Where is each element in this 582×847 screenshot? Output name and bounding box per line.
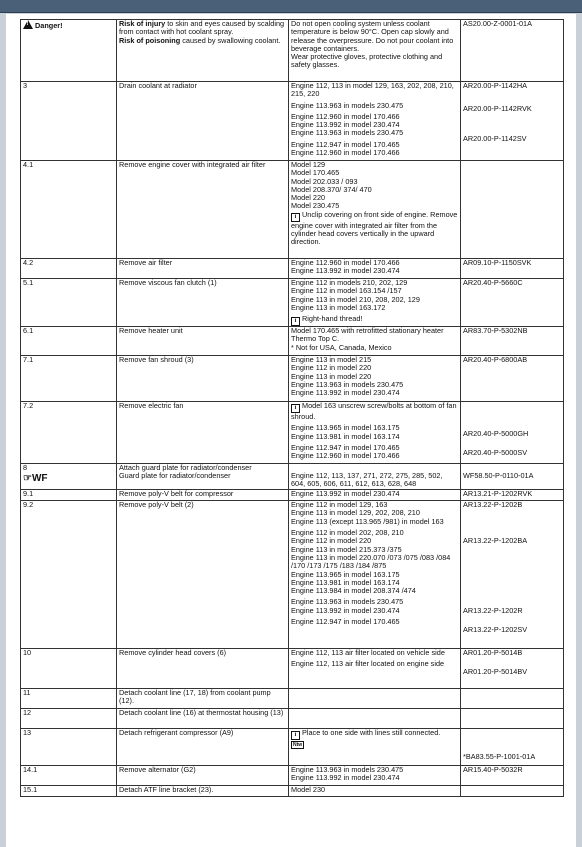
table-row — [21, 464, 564, 490]
step-cell — [21, 689, 117, 709]
action-cell — [117, 20, 289, 82]
table-row — [21, 649, 564, 689]
step-cell — [21, 402, 117, 464]
note-cell — [289, 356, 461, 402]
cell-text: Drain coolant at radiator — [119, 81, 197, 90]
cell-text: Remove poly-V belt (2) — [119, 500, 194, 510]
action-cell — [117, 490, 289, 501]
cell-text: 14.1 — [23, 765, 38, 775]
cell-text[interactable]: AR20.40-P-5000SV — [463, 448, 528, 458]
cell-text: Engine 112.960 in model 170.466 Engine 113.992 in model 230.474 — [291, 258, 400, 276]
info-icon: i — [291, 404, 300, 413]
note-cell — [289, 20, 461, 82]
ref-cell[interactable] — [461, 490, 564, 501]
cell-text: Detach refrigerant compressor (A9) — [119, 728, 234, 738]
workshop-tool-icon: ☞WF — [23, 473, 48, 485]
cell-text: Engine 112, 113 in model 129, 163, 202, 208, 210, 215, 220 — [291, 81, 454, 99]
note-cell — [289, 490, 461, 501]
cell-text[interactable]: AR13.21-P-1202RVK — [463, 489, 533, 499]
action-cell — [117, 464, 289, 490]
step-cell — [21, 327, 117, 356]
cell-text: Danger! — [35, 21, 63, 30]
ref-cell — [461, 82, 564, 161]
cell-text: 8 — [23, 463, 28, 473]
document-toolbar — [0, 0, 582, 13]
table-row — [21, 766, 564, 786]
cell-text: Engine 113 in model 215 Engine 112 in model 220 Engine 113 in model 220 Engine 113.963 in models 230.475 Engine 113.992 in model 230.474 — [291, 355, 404, 398]
cell-text: Right-hand thread! — [302, 314, 363, 324]
cell-text: Engine 113.992 in model 230.474 — [291, 489, 400, 499]
warning-icon — [23, 20, 33, 29]
note-cell — [289, 766, 461, 786]
cell-text: 9.1 — [23, 489, 34, 499]
step-cell — [21, 649, 117, 689]
note-cell — [289, 82, 461, 161]
ref-cell — [461, 501, 564, 649]
step-cell — [21, 259, 117, 279]
cell-text: to skin and eyes caused by scalding from contact with hot coolant spray. — [119, 19, 285, 37]
action-cell — [117, 689, 289, 709]
cell-text: Model 170.465 with retrofitted stationary heater Thermo Top C. * Not for USA, Canada, Mexico — [291, 326, 444, 352]
cell-text: Engine 112.947 in model 170.465 Engine 112.960 in model 170.466 — [291, 139, 400, 158]
cell-text: Engine 112 in models 210, 202, 129 Engine 112 in model 163.154 /157 Engine 113 in model 210, 208, 202, 129 Engine 113 in model 163.172 — [291, 278, 420, 312]
ref-cell[interactable] — [461, 729, 564, 766]
cell-text: Remove alternator (G2) — [119, 765, 196, 775]
cell-text: Unclip covering on front side of engine. Remove engine cover with integrated air filter from the cylinder head covers vertically in the upward direction. — [291, 209, 458, 247]
note-cell — [289, 161, 461, 259]
cell-text — [463, 93, 561, 101]
action-cell — [117, 327, 289, 356]
cell-text[interactable]: AR20.40-P-5000GH — [463, 429, 529, 439]
table-row — [21, 82, 564, 161]
cell-text: Engine 113.963 in models 230.475 — [291, 100, 404, 110]
cell-text: Remove fan shroud (3) — [119, 355, 194, 365]
action-cell — [117, 279, 289, 327]
info-icon: i — [291, 731, 300, 740]
action-cell — [117, 766, 289, 786]
note-cell — [289, 327, 461, 356]
cell-text: Engine 113.963 in models 230.475 Engine 113.992 in model 230.474 — [291, 765, 404, 783]
note-cell — [289, 729, 461, 766]
step-cell — [21, 501, 117, 649]
table-row — [21, 161, 564, 259]
cell-text: Engine 112 in model 202, 208, 210 Engine 112 in model 220 Engine 113 in model 215.373 /375 Engine 113 in model 220.070 /073 /075 /083 /084 /170 /173 /175 /183 /184 /875 Engine 113.965 in model 163.175 Engine 113.981 in model 163.174 Engine 113.984 in model 208.374 /474 — [291, 528, 451, 596]
note-cell — [289, 402, 461, 464]
cell-text[interactable]: AR15.40-P-5032R — [463, 765, 523, 775]
cell-text: Engine 112.947 in model 170.465 — [291, 617, 400, 627]
cell-text: WF — [31, 473, 48, 485]
cell-text: Engine 112, 113, 137, 271, 272, 275, 285, 502, 604, 605, 606, 611, 612, 613, 628, 648 — [291, 471, 443, 489]
action-cell — [117, 259, 289, 279]
action-cell — [117, 729, 289, 766]
table-row — [21, 490, 564, 501]
cell-text: Engine 112, 113 air filter located on vehicle side — [291, 648, 445, 658]
cell-text[interactable]: AR09.10-P-1150SVK — [463, 258, 532, 267]
step-cell — [21, 161, 117, 259]
cell-text[interactable]: AR20.40-P-5660C — [463, 278, 523, 287]
cell-text[interactable]: AR01.20-P-5014BV — [463, 667, 528, 677]
cell-text: Remove engine cover with integrated air filter — [119, 160, 266, 169]
table-row — [21, 20, 564, 82]
repair-steps-table — [20, 19, 564, 797]
cell-text[interactable]: AR13.22-P-1202BA — [463, 536, 528, 546]
cell-text: Detach coolant line (17, 18) from coolant pump (12). — [119, 688, 271, 706]
cell-text: Model 163 unscrew screw/bolts at bottom of fan shroud. — [291, 401, 457, 422]
cell-text[interactable]: AS20.00-Z-0001-01A — [463, 19, 532, 28]
table-row — [21, 709, 564, 729]
ref-cell[interactable] — [461, 464, 564, 490]
action-cell — [117, 649, 289, 689]
table-row — [21, 501, 564, 649]
cell-text: 11 — [23, 688, 31, 698]
action-cell — [117, 786, 289, 797]
cell-text: Remove electric fan — [119, 401, 184, 411]
note-cell — [289, 786, 461, 797]
ref-cell[interactable] — [461, 766, 564, 786]
ref-cell — [461, 786, 564, 797]
ref-cell[interactable] — [461, 327, 564, 356]
table-row — [21, 689, 564, 709]
cell-text: 10 — [23, 648, 32, 658]
cell-text[interactable]: AR13.22-P-1202B — [463, 500, 523, 510]
step-cell — [21, 82, 117, 161]
cell-text: Remove poly-V belt for compressor — [119, 489, 234, 499]
step-cell — [21, 356, 117, 402]
table-row — [21, 729, 564, 766]
info-icon: i — [291, 317, 300, 326]
cell-text: 7.2 — [23, 401, 34, 411]
table-row — [21, 259, 564, 279]
ref-cell — [461, 649, 564, 689]
note-cell — [289, 689, 461, 709]
cell-text: 13 — [23, 728, 32, 738]
cell-text[interactable]: AR20.00-P-1142SV — [463, 133, 527, 143]
cell-text[interactable]: *BA83.55-P-1001-01A — [463, 752, 536, 762]
document-page — [6, 14, 576, 847]
ref-cell — [461, 161, 564, 259]
cell-text: 15.1 — [23, 785, 38, 795]
ref-cell[interactable] — [461, 20, 564, 82]
cell-text[interactable]: WF58.50-P-0110-01A — [463, 471, 534, 481]
table-row — [21, 327, 564, 356]
cell-text: Engine 112, 113 air filter located on engine side — [291, 659, 445, 669]
table-row — [21, 356, 564, 402]
cell-text: Engine 113.965 in model 163.175 Engine 113.981 in model 163.174 — [291, 423, 400, 441]
cell-text: Risk of injury — [119, 19, 166, 28]
step-cell — [21, 464, 117, 490]
cell-text[interactable]: AR13.22-P-1202R — [463, 605, 523, 615]
cell-text: 4.2 — [23, 258, 34, 267]
step-cell — [21, 786, 117, 797]
tool-note-icon: Ntw — [293, 742, 303, 749]
cell-text[interactable]: AR01.20-P-5014B — [463, 648, 523, 658]
cell-text: Engine 112.947 in model 170.465 Engine 112.960 in model 170.466 — [291, 443, 400, 461]
ref-cell[interactable] — [461, 356, 564, 402]
cell-text: 6.1 — [23, 326, 34, 336]
cell-text[interactable]: AR20.00-P-1142RVK — [463, 103, 532, 113]
ref-cell — [461, 709, 564, 729]
note-cell — [289, 259, 461, 279]
note-cell — [289, 464, 461, 490]
step-cell — [21, 709, 117, 729]
action-cell — [117, 161, 289, 259]
note-cell — [289, 709, 461, 729]
cell-text: Remove air filter — [119, 258, 173, 267]
action-cell — [117, 356, 289, 402]
cell-text[interactable]: AR20.40-P-6800AB — [463, 355, 528, 365]
cell-text: Do not open cooling system unless coolant temperature is below 90°C. Open cap slowly and release the overpressure. Do not pour coolant into beverage containers. Wear protective gloves, protective clothing and safety glasses. — [291, 19, 454, 70]
step-cell — [21, 729, 117, 766]
step-cell — [21, 279, 117, 327]
cell-text: Detach coolant line (16) at thermostat housing (13) — [119, 708, 284, 718]
cell-text: Engine 112.960 in model 170.466 Engine 113.992 in model 230.474 Engine 113.963 in models 230.475 — [291, 111, 404, 138]
cell-text[interactable]: AR13.22-P-1202SV — [463, 625, 528, 635]
ref-cell[interactable] — [461, 259, 564, 279]
note-cell — [289, 279, 461, 327]
cell-text: 7.1 — [23, 355, 34, 365]
cell-text: Remove viscous fan clutch (1) — [119, 278, 217, 287]
step-cell — [21, 20, 117, 82]
cell-text: Risk of poisoning — [119, 35, 181, 45]
table-row — [21, 402, 564, 464]
cell-text[interactable]: AR83.70-P-5302NB — [463, 326, 528, 336]
cell-text: 5.1 — [23, 278, 34, 287]
ref-cell — [461, 402, 564, 464]
cell-text[interactable]: AR20.00-P-1142HA — [463, 81, 527, 90]
note-cell — [289, 501, 461, 649]
cell-text: Remove heater unit — [119, 326, 183, 336]
action-cell — [117, 709, 289, 729]
cell-text: 12 — [23, 708, 32, 718]
ref-cell — [461, 689, 564, 709]
cell-text: Model 230 — [291, 785, 326, 795]
action-cell — [117, 82, 289, 161]
step-cell — [21, 490, 117, 501]
cell-text: caused by swallowing coolant. — [180, 35, 281, 45]
note-cell — [289, 649, 461, 689]
action-cell — [117, 402, 289, 464]
table-row — [21, 279, 564, 327]
action-cell — [117, 501, 289, 649]
cell-text: Model 129 Model 170.465 Model 202.033 / 093 Model 208.370/ 374/ 470 Model 220 Model 230.475 — [291, 160, 372, 211]
cell-text: 3 — [23, 81, 28, 90]
cell-text: 9.2 — [23, 500, 34, 510]
cell-text: Place to one side with lines still connected. — [302, 728, 441, 738]
cell-text: Engine 112 in model 129, 163 Engine 113 in model 129, 202, 208, 210 Engine 113 (except 113.965 /981) in model 163 — [291, 500, 444, 526]
ref-cell[interactable] — [461, 279, 564, 327]
table-row — [21, 786, 564, 797]
cell-text: Attach guard plate for radiator/condenser Guard plate for radiator/condenser — [119, 463, 252, 481]
cell-text: Detach ATF line bracket (23). — [119, 785, 214, 795]
cell-text: Engine 113.963 in models 230.475 Engine 113.992 in model 230.474 — [291, 597, 404, 615]
cell-text: Remove cylinder head covers (6) — [119, 648, 227, 658]
step-cell — [21, 766, 117, 786]
info-icon: i — [291, 213, 300, 222]
cell-text: 4.1 — [23, 160, 34, 169]
